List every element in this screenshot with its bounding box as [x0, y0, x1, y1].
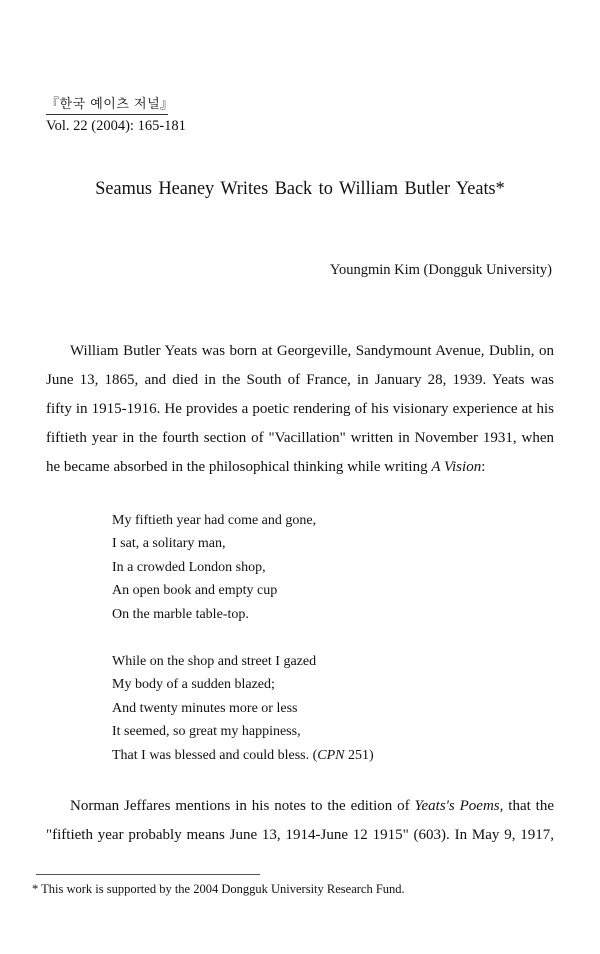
book-title-a-vision: A Vision [431, 459, 482, 475]
article-title: Seamus Heaney Writes Back to William Butler Yeats* [95, 178, 505, 199]
footnote-divider [36, 874, 260, 875]
poem-line: While on the shop and street I gazed [112, 654, 317, 669]
text-run: he became absorbed in the philosophical thinking while writing [46, 459, 432, 475]
poem-line: I sat, a solitary man, [112, 536, 226, 552]
paragraph-1 [46, 337, 554, 482]
article-author: Youngmin Kim (Dongguk University) [329, 262, 552, 278]
poem-line: It seemed, so great my happiness, [112, 724, 301, 740]
text-line: "fiftieth year probably means June 13, 1914-June 12 1915" (603). In May 9, 1917, [46, 827, 554, 843]
volume-info: Vol. 22 (2004): 165-181 [46, 118, 186, 134]
poem-line: In a crowded London shop, [112, 559, 266, 575]
poem-stanza-2 [112, 650, 374, 767]
text-run: Norman Jeffares mentions in his notes to the edition of [70, 798, 415, 814]
text-run: 251) [344, 747, 374, 763]
text-line [46, 453, 554, 482]
poem-line [112, 744, 374, 767]
poem-line: My fiftieth year had come and gone, [112, 513, 317, 528]
text-line [46, 792, 554, 821]
citation-cpn: CPN [317, 747, 345, 763]
poem-line: My body of a sudden blazed; [112, 677, 275, 693]
text-line: fifty in 1915-1916. He provides a poetic rendering of his visionary experience at his [46, 401, 554, 417]
text-line: fiftieth year in the fourth section of "Vacillation" written in November 1931, when [46, 430, 554, 446]
text-run: that the [503, 798, 555, 814]
poem-line: An open book and empty cup [112, 583, 278, 599]
footnote: * This work is supported by the 2004 Dongguk University Research Fund. [32, 882, 405, 896]
text-line: June 13, 1865, and died in the South of France, in January 28, 1939. Yeats was [46, 372, 554, 388]
text-run: : [481, 459, 486, 475]
poem-line: On the marble table-top. [112, 606, 249, 622]
book-title-yeats-poems: Yeats's Poems, [414, 798, 504, 814]
poem-line: And twenty minutes more or less [112, 700, 298, 716]
journal-name: 『한국 예이츠 저널』 [46, 93, 168, 115]
text-run: That I was blessed and could bless. ( [112, 747, 318, 763]
paragraph-2 [46, 792, 554, 850]
text-line: William Butler Yeats was born at Georgeville, Sandymount Avenue, Dublin, on [70, 343, 554, 359]
poem-stanza-1 [112, 509, 316, 626]
